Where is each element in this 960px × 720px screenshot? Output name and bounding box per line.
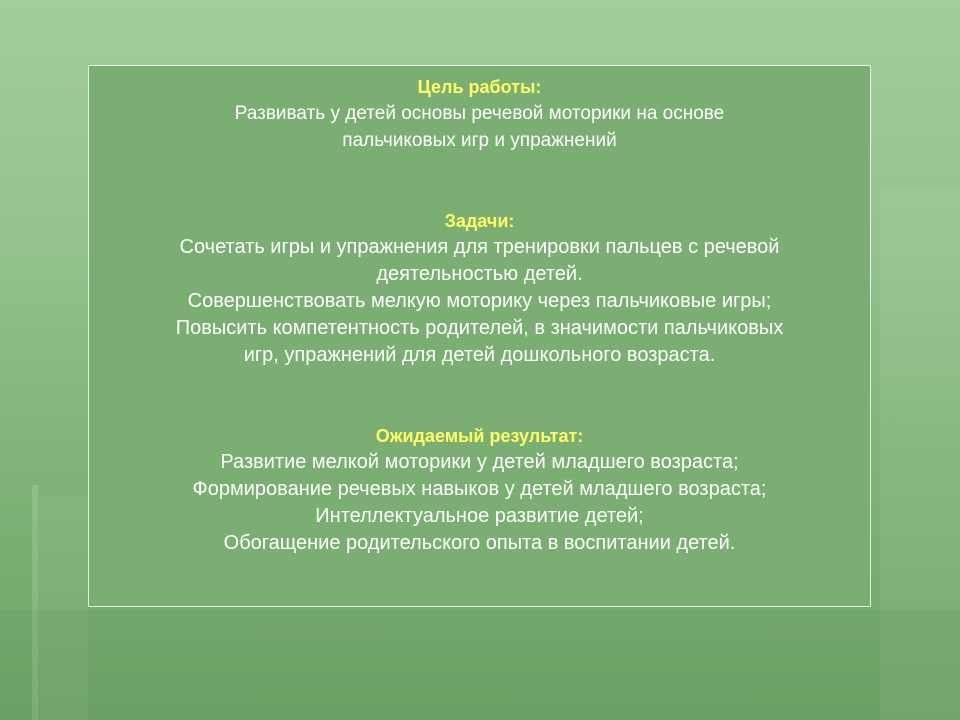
result-line: Развитие мелкой моторики у детей младшего возраста; — [220, 451, 739, 473]
result-line: Обогащение родительского опыта в воспитании детей. — [223, 532, 736, 554]
task-line: игр, упражнений для детей дошкольного возраста. — [243, 344, 716, 366]
goal-line: пальчиковых игр и упражнений — [342, 130, 617, 151]
background-stripe — [0, 610, 960, 720]
tasks-heading: Задачи: — [444, 211, 515, 231]
result-line: Формирование речевых навыков у детей младшего возраста; — [192, 478, 767, 500]
results-heading: Ожидаемый результат: — [375, 426, 584, 446]
section-spacer — [107, 154, 852, 208]
goal-line: Развивать у детей основы речевой моторики на основе — [234, 103, 725, 124]
task-line: Сочетать игры и упражнения для тренировки пальцев с речевой — [179, 236, 780, 258]
goal-section — [107, 74, 852, 154]
task-line: деятельностью детей. — [376, 263, 583, 285]
section-spacer — [107, 369, 852, 423]
results-section — [107, 423, 852, 557]
task-line: Повысить компетентность родителей, в значимости пальчиковых — [175, 317, 784, 339]
content-text-box — [88, 65, 871, 607]
goal-heading: Цель работы: — [417, 77, 542, 97]
tasks-section — [107, 208, 852, 369]
result-line: Интеллектуальное развитие детей; — [315, 505, 644, 527]
task-line: Совершенствовать мелкую моторику через пальчиковые игры; — [187, 290, 772, 312]
